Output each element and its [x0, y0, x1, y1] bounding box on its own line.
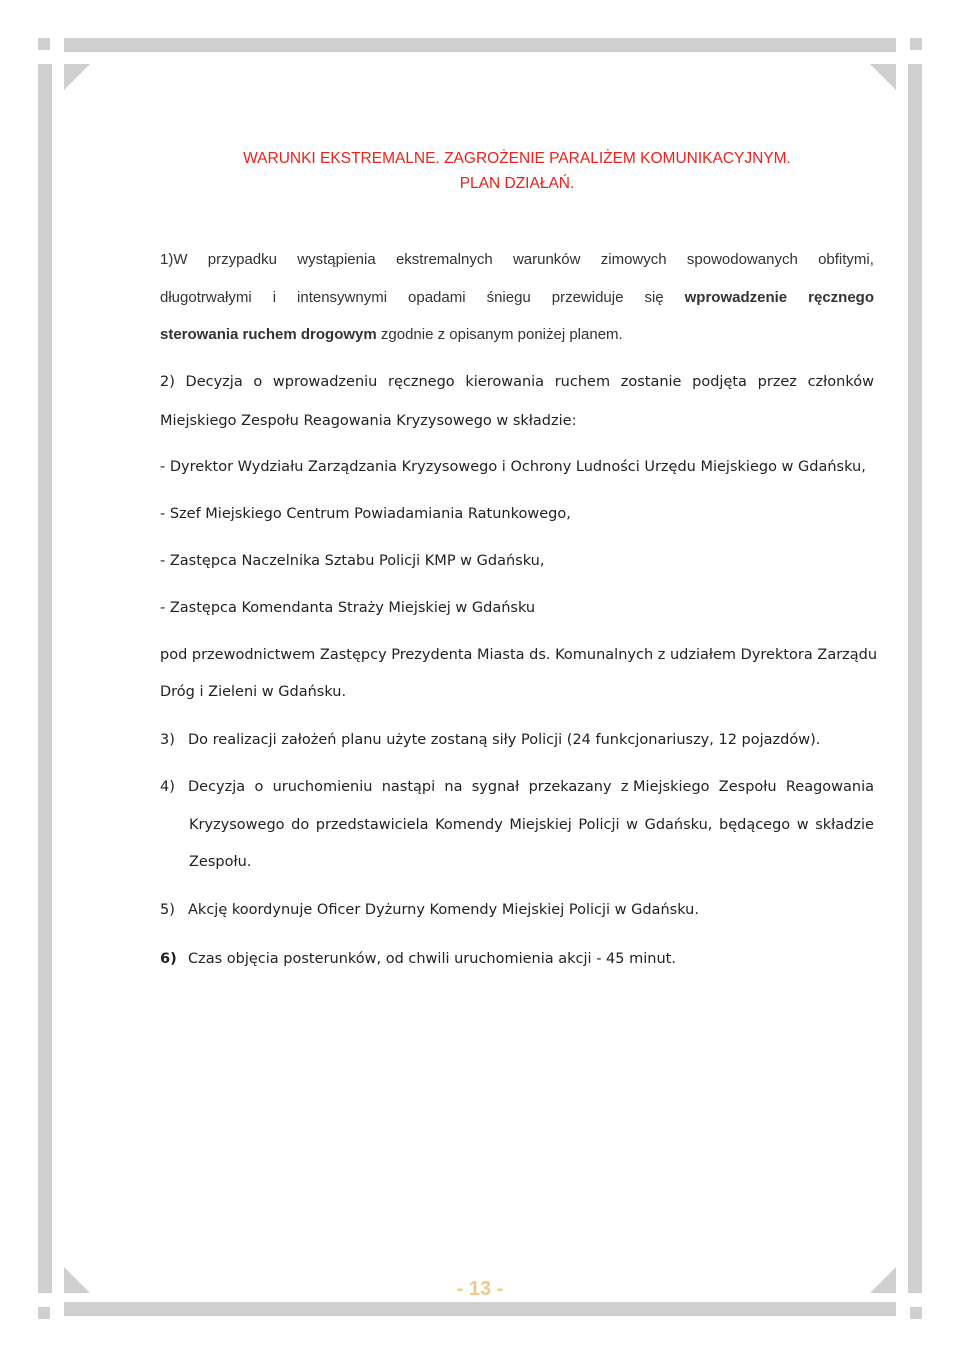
word: składzie: [815, 817, 874, 833]
point6-number: 6): [160, 951, 177, 967]
word: przypadku: [207, 251, 277, 268]
point4-line2: [189, 816, 874, 834]
corner-triangle-tr: [870, 64, 896, 90]
point3-number: 3): [160, 732, 175, 748]
point4-line1-words: [188, 778, 874, 796]
word: długotrwałymi: [160, 289, 252, 306]
point6-text: Czas objęcia posterunków, od chwili uruchomienia akcji - 45 minut.: [188, 951, 676, 967]
word: i: [272, 289, 277, 306]
word: wystąpienia: [297, 251, 376, 268]
word: opadami: [408, 289, 466, 306]
frame-left: [38, 64, 52, 1293]
word: wprowadzeniu: [272, 374, 378, 390]
title-line-1: WARUNKI EKSTREMALNE. ZAGROŻENIE PARALIŻEM KOMUNIKACYJNYM.: [243, 150, 791, 167]
corner-square-tr: [910, 38, 922, 50]
point4-line3: Zespołu.: [189, 854, 252, 870]
word: Policji: [578, 817, 620, 833]
word: warunków: [512, 251, 581, 268]
word: wprowadzenie: [684, 289, 788, 306]
word: ręcznego: [388, 374, 455, 390]
word: w: [796, 817, 809, 833]
chair-line-1: pod przewodnictwem Zastępcy Prezydenta Miasta ds. Komunalnych z udziałem Dyrektora Zarządu: [160, 647, 878, 663]
word: Zespołu: [718, 779, 777, 795]
member-4: - Zastępca Komendanta Straży Miejskiej w Gdańsku: [160, 600, 536, 616]
frame-bottom: [64, 1302, 896, 1316]
word: przez: [757, 374, 797, 390]
corner-triangle-tl: [64, 64, 90, 90]
title-line-2: PLAN DZIAŁAŃ.: [459, 175, 575, 192]
word: Miejskiej: [509, 817, 572, 833]
word: Gdańsku,: [644, 817, 713, 833]
point4-number: 4): [160, 779, 175, 795]
word: przekazany: [528, 779, 612, 795]
page-number: - 13 -: [456, 1278, 504, 1300]
word: ruchem: [554, 374, 611, 390]
point5-text: Akcję koordynuje Oficer Dyżurny Komendy Miejskiej Policji w Gdańsku.: [188, 902, 699, 918]
word: się: [644, 289, 664, 306]
member-3: - Zastępca Naczelnika Sztabu Policji KMP w Gdańsku,: [160, 553, 545, 569]
point3-text: Do realizacji założeń planu użyte zostaną siły Policji (24 funkcjonariuszy, 12 pojazdów).: [188, 732, 821, 748]
frame-right: [908, 64, 922, 1293]
point1-rest-text: zgodnie z opisanym poniżej planem.: [376, 326, 623, 343]
point1-bold-text: sterowania ruchem drogowym: [160, 326, 377, 343]
word: Decyzja: [188, 779, 246, 795]
word: przedstawiciela: [315, 817, 429, 833]
point3: [160, 731, 874, 749]
word: intensywnymi: [297, 289, 388, 306]
word: podjęta: [692, 374, 747, 390]
word: nastąpi: [381, 779, 436, 795]
word: do: [291, 817, 310, 833]
word: o: [254, 779, 264, 795]
word: będącego: [718, 817, 791, 833]
word: przewiduje: [551, 289, 624, 306]
member-2: - Szef Miejskiego Centrum Powiadamiania Ratunkowego,: [160, 506, 571, 522]
corner-square-bl: [38, 1307, 50, 1319]
word: na: [444, 779, 463, 795]
word: uruchomieniu: [272, 779, 373, 795]
word: kierowania: [465, 374, 545, 390]
word: zostanie: [620, 374, 682, 390]
member-1: - Dyrektor Wydziału Zarządzania Kryzysowego i Ochrony Ludności Urzędu Miejskiego w Gdańsku,: [160, 459, 866, 475]
chair-line-2: Dróg i Zieleni w Gdańsku.: [160, 684, 347, 700]
word: z Miejskiego: [620, 779, 710, 795]
word: spowodowanych: [686, 251, 798, 268]
point5-number: 5): [160, 902, 175, 918]
word: ekstremalnych: [395, 251, 493, 268]
point6: [160, 950, 874, 968]
corner-square-tl: [38, 38, 50, 50]
word: obfitymi,: [818, 251, 874, 268]
word: sygnał: [471, 779, 520, 795]
word: ręcznego: [808, 289, 874, 306]
point1-line1: [160, 251, 874, 269]
frame-top: [64, 38, 896, 52]
point1-line2: [160, 289, 874, 307]
word: członków: [807, 374, 874, 390]
corner-square-br: [910, 1307, 922, 1319]
point2-line2: Miejskiego Zespołu Reagowania Kryzysowego w składzie:: [160, 413, 577, 429]
word: śniegu: [486, 289, 531, 306]
word: o: [253, 374, 263, 390]
word: w: [626, 817, 638, 833]
point1-line3: [160, 326, 874, 344]
word: 1)W: [160, 251, 188, 268]
word: Kryzysowego: [189, 817, 285, 833]
word: 2): [160, 374, 175, 390]
point2-line1: [160, 373, 874, 391]
word: Reagowania: [785, 779, 874, 795]
word: Komendy: [435, 817, 503, 833]
point5: [160, 901, 874, 919]
word: Decyzja: [185, 374, 243, 390]
word: zimowych: [600, 251, 667, 268]
point4-line1: [160, 778, 874, 796]
